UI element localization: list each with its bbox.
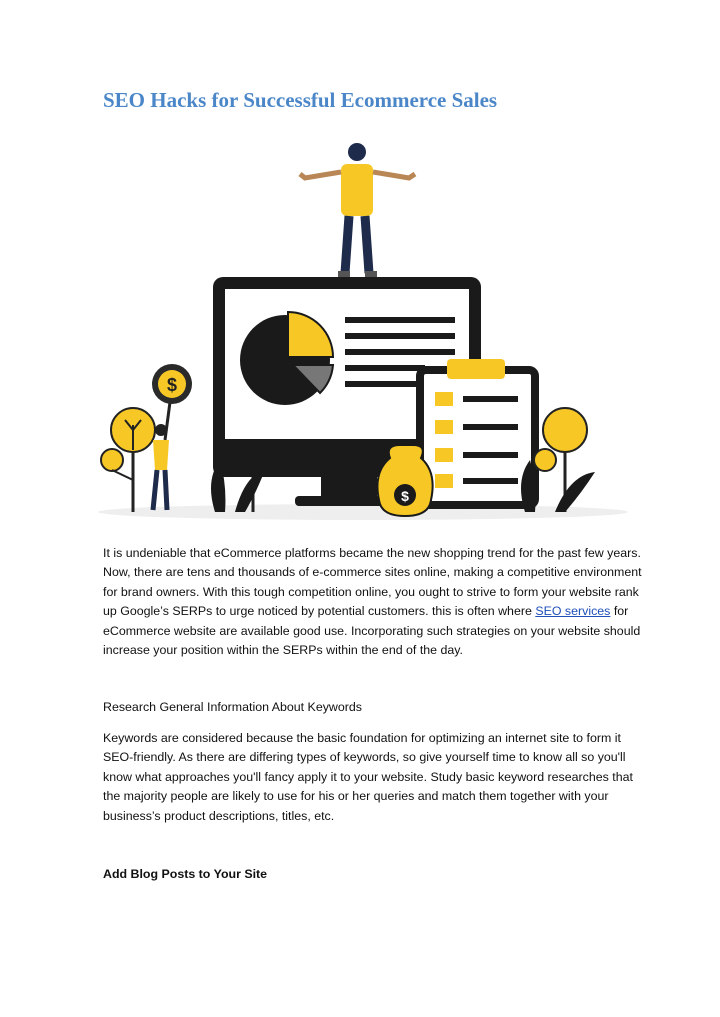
keywords-paragraph: Keywords are considered because the basic foundation for optimizing an internet site to form it SEO-friendly. As there are differing types of keywords, so give yourself time to know all so you'll know what approaches you'll fancy apply it to your website. Study basic keyword researches that the majority people are likely to use for his or her queries and match them together with your business’s product descriptions, titles, etc. [103,731,633,823]
seo-services-link[interactable]: SEO services [535,604,611,619]
tree-icon [534,408,587,512]
intro-text-continued: for eCommerce website are available good use. Incorporating such strategies on your website should increase your position within the SERPs within the end of the day. [103,604,641,658]
svg-text:$: $ [401,488,409,504]
svg-text:$: $ [166,375,178,395]
checklist-clipboard-icon [420,359,535,505]
section-heading-blog-posts: Add Blog Posts to Your Site [103,867,268,881]
tree-icon [101,408,155,512]
intro-text: It is undeniable that eCommerce platforms became the new shopping trend for the past few years. Now, there are tens and thousands of e-commerce sites online, making a competitive environment for brand owners. With this tough competition online, you ought to strive to form your website rank up Google’s SERPs to urge noticed by potential customers. this is often where [103,546,642,619]
seo-illustration [95,140,630,530]
intro-paragraph [103,544,651,660]
document-title: SEO Hacks for Successful Ecommerce Sales [103,88,498,112]
person-arms-open-icon [300,143,415,277]
section-heading-keywords: Research General Information About Keywords [103,700,362,714]
